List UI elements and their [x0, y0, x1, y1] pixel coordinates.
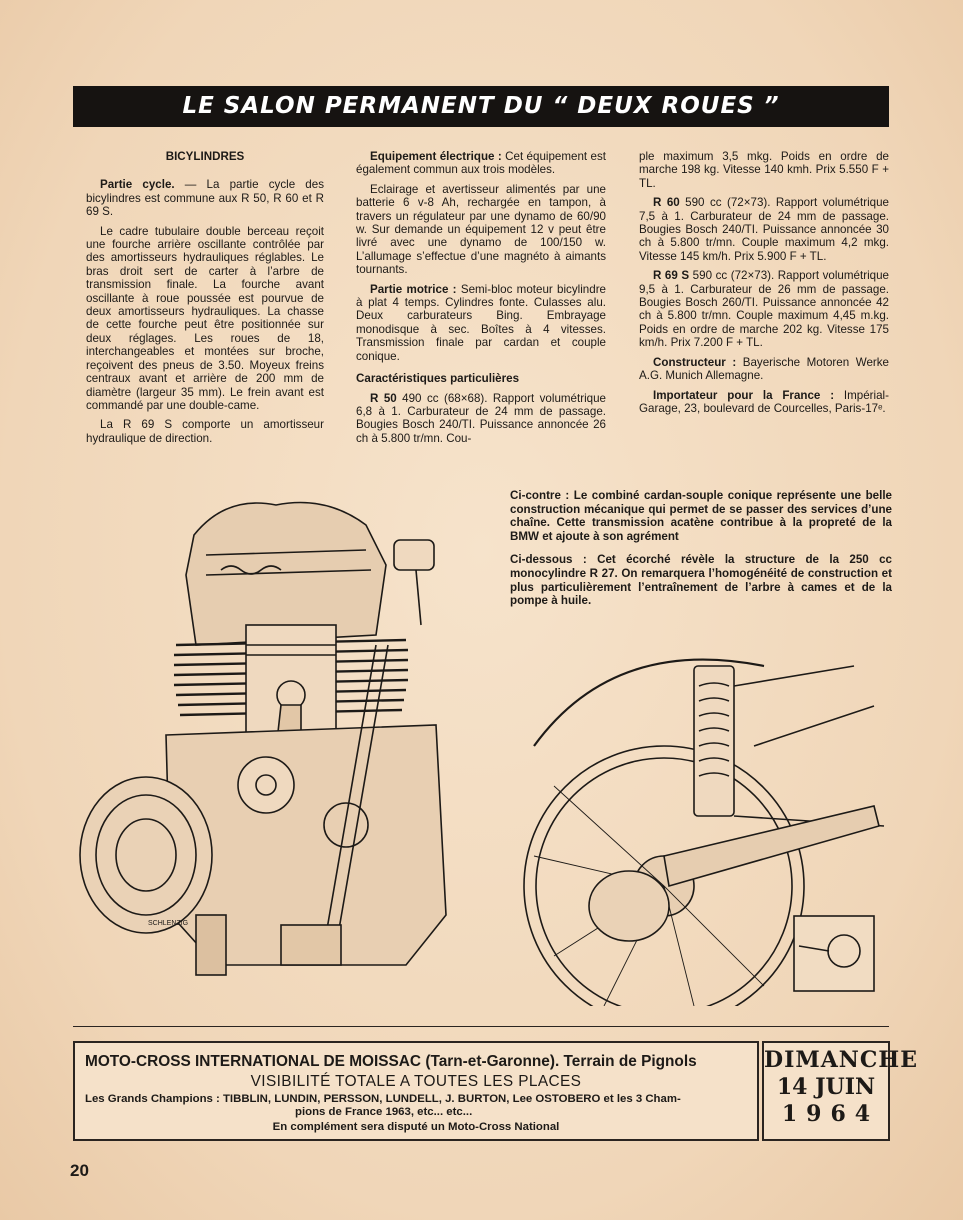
lead-r50: R 50 [370, 391, 397, 405]
paragraph-r50 [356, 392, 606, 446]
event-year: 1964 [781, 1101, 880, 1127]
text-importateur: Impérial-Garage, 23, boulevard de Courcelles, Paris-17ᵉ. [639, 388, 889, 415]
illustration-captions [510, 489, 892, 618]
page-title: LE SALON PERMANENT DU “ DEUX ROUES ” [182, 93, 780, 119]
text-r60: 590 cc (72×73). Rapport volumétrique 7,5 à 1. Carburateur de 24 mm de passage. Bougies Bosch 240/TI. Puissance annoncée 30 ch à 5.800 tr/mn. Couple maximum 4,2 mkg. Vitesse 145 km/h. Prix 5.900 F + TL. [639, 196, 889, 263]
paragraph-r60 [639, 196, 889, 263]
lead-importateur: Importateur pour la France : [653, 388, 835, 402]
text-constructeur: Bayerische Motoren Werke A.G. Munich Allemagne. [639, 355, 889, 383]
event-date-box [762, 1041, 918, 1141]
ad-champions [85, 1093, 749, 1119]
caption-ci-contre: Ci-contre : Le combiné cardan-souple conique représente une belle construction mécanique qui permet de se passer des services d’une chaîne. Cette transmission acatène contribue à la propreté de la BMW et ajoute à son agrément [510, 489, 892, 543]
paragraph-r69s [639, 269, 889, 349]
lead-partie-cycle: Partie cycle. [100, 178, 175, 192]
lead-equipement: Equipement électrique : [370, 150, 502, 163]
paragraph-importateur [639, 389, 889, 416]
article-column-1 [86, 150, 324, 451]
paragraph-partie-cycle [86, 178, 324, 218]
motocross-ad [73, 1041, 759, 1141]
page-number: 20 [70, 1161, 89, 1180]
ad-visibility: VISIBILITÉ TOTALE A TOUTES LES PLACES [250, 1073, 582, 1090]
lead-constructeur: Constructeur : [653, 355, 737, 369]
paragraph-constructeur [639, 356, 889, 383]
lead-r60: R 60 [653, 196, 680, 210]
event-day-month: 14 JUIN [776, 1074, 876, 1100]
illustrator-signature: SCHLENZIG [148, 920, 189, 927]
paragraph-partie-motrice [356, 283, 606, 363]
ad-event-title: MOTO-CROSS INTERNATIONAL DE MOISSAC (Tarn-et-Garonne). Terrain de Pignols [85, 1053, 697, 1070]
divider-top [73, 1026, 889, 1027]
lead-partie-motrice: Partie motrice : [370, 282, 457, 296]
ad-champions-line1: Les Grands Champions : TIBBLIN, LUNDIN, PERSSON, LUNDELL, J. BURTON, Lee OSTOBERO et les 3 Cham- [85, 1093, 681, 1105]
event-day: DIMANCHE [764, 1047, 918, 1073]
cardan-drive-illustration [514, 626, 894, 1006]
paragraph-r50-continued: ple maximum 3,5 mkg. Poids en ordre de marche 198 kg. Vitesse 140 kmh. Prix 5.550 F + TL. [639, 150, 889, 190]
caption-ci-dessous: Ci-dessous : Cet écorché révèle la structure de la 250 cc monocylindre R 27. On remarquera l’homogénéité de construction et plus particulièrement l’entraînement de l’arbre à cames et de la pompe à huile. [510, 553, 892, 608]
text-equipement: Cet équipement est également commun aux trois modèles. [356, 150, 606, 177]
article-column-2 [356, 150, 606, 451]
paragraph-cadre: Le cadre tubulaire double berceau reçoit une fourche arrière oscillante contrôlée par des amortisseurs hydrauliques réglables. Le bras droit sert de carter à l’arbre de transmission finale. La fourche avant oscillante à roue poussée est pourvue de deux amortisseurs hydrauliques. La chasse de cette fourche peut être positionnée sur deux réglages. Les roues de 18, interchangeables et montées sur broche, reçoivent des pneus de 3.50. Moyeux freins centraux avant et arrière de 200 mm de diamètre (largeur 35 mm). Le frein avant est commandé par une double-came. [86, 224, 324, 412]
paragraph-equipement [356, 150, 606, 177]
subheading-caracteristiques: Caractéristiques particulières [356, 372, 520, 386]
paragraph-eclairage: Eclairage et avertisseur alimentés par une batterie 6 v-8 Ah, rechargée en tampon, à travers un régulateur par une dynamo de 60/90 w. Sur demande un équipement 12 v peut être livré avec une dynamo de 100/150 w. L’allumage s’effectue d’une magnéto à aimants tournants. [356, 182, 606, 277]
text-partie-cycle: — La partie cycle des bicylindres est commune aux R 50, R 60 et R 69 S. [86, 178, 324, 219]
text-r50: 490 cc (68×68). Rapport volumétrique 6,8 à 1. Carburateur de 24 mm de passage. Bougies Bosch 240/TI. Puissance annoncée 26 ch à 5.800 tr/mn. Cou- [356, 391, 606, 445]
text-partie-motrice: Semi-bloc moteur bicylindre à plat 4 temps. Cylindres fonte. Culasses alu. Deux carburateurs Bing. Embrayage monodisque à sec. Boîtes à 4 vitesses. Transmission finale par cardan et couple conique. [356, 282, 607, 363]
lead-r69s: R 69 S [653, 269, 690, 283]
title-banner [73, 86, 889, 127]
ad-champions-line2: pions de France 1963, etc... etc... [295, 1106, 473, 1118]
text-r69s: 590 cc (72×73). Rapport volumétrique 9,5 à 1. Carburateur de 26 mm de passage. Bougies Bosch 260/TI. Puissance annoncée 42 ch à 5.800 tr/mn. Couple maximum 4,45 m.kg. Poids en ordre de marche 202 kg. Vitesse 175 km/h. Prix 7.200 F + TL. [639, 269, 889, 350]
engine-cutaway-illustration [76, 495, 498, 1000]
section-heading: BICYLINDRES [165, 150, 245, 163]
ad-supplement: En complément sera disputé un Moto-Cross National [272, 1121, 560, 1133]
paragraph-r69s-direction: La R 69 S comporte un amortisseur hydraulique de direction. [86, 418, 324, 445]
article-column-3 [639, 150, 889, 421]
